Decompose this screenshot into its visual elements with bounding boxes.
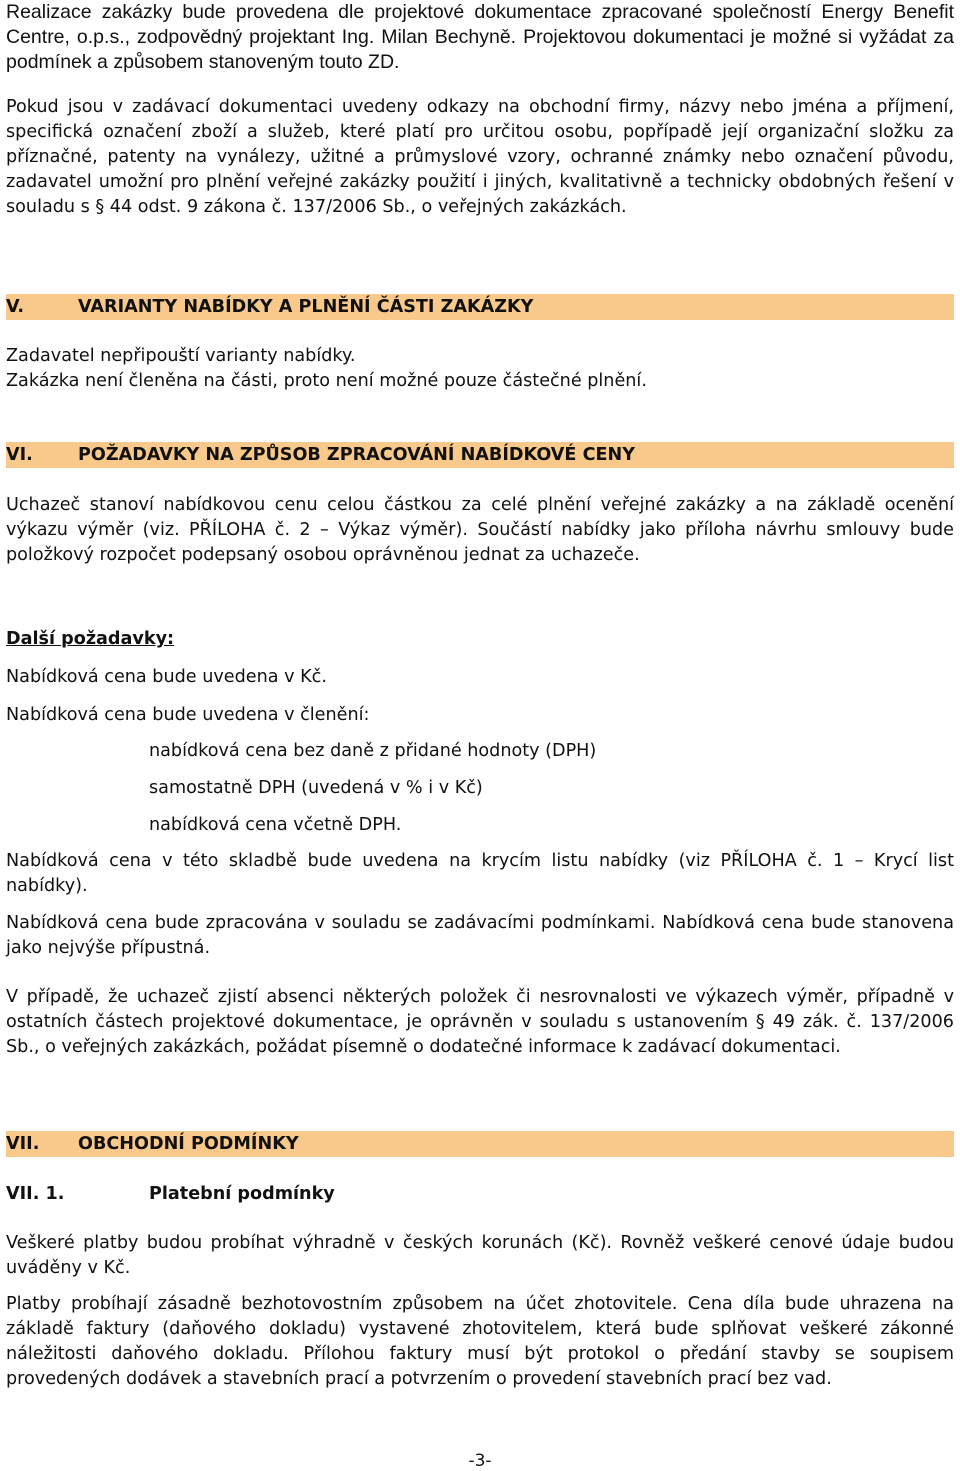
price-item: nabídková cena bez daně z přidané hodnoty (DPH) — [149, 741, 597, 761]
section-6-paragraph-3: Nabídková cena bude zpracována v souladu se zadávacími podmínkami. Nabídková cena bude stanovena jako nejvýše přípustná. — [6, 913, 954, 958]
section-7-paragraph-1: Veškeré platby budou probíhat výhradně v českých korunách (Kč). Rovněž veškeré cenové údaje budou uváděny v Kč. — [6, 1233, 954, 1278]
section-number: VI. — [6, 445, 33, 465]
subsection-title: Platební podmínky — [149, 1184, 335, 1204]
price-item: nabídková cena včetně DPH. — [149, 815, 402, 835]
section-6-paragraph-4: V případě, že uchazeč zjistí absenci některých položek či nesrovnalosti ve výkazech výměr, případně v ostatních částech projektové dokumentace, je oprávněn v souladu s ustanovením § 49 zák. č. 137/2006 Sb., o veřejných zakázkách, požádat písemně o dodatečné informace k zadávací dokumentaci. — [6, 987, 954, 1057]
section-6-heading — [6, 442, 954, 468]
page-number: -3- — [468, 1451, 492, 1471]
price-item: samostatně DPH (uvedená v % i v Kč) — [149, 778, 483, 798]
section-5-body: Zadavatel nepřipouští varianty nabídky. Zakázka není členěna na části, proto není možné pouze částečné plnění. — [6, 346, 647, 391]
price-breakdown-line: Nabídková cena bude uvedena v členění: — [6, 705, 370, 725]
section-6-paragraph-2: Nabídková cena v této skladbě bude uvedena na krycím listu nabídky (viz PŘÍLOHA č. 1 – Krycí list nabídky). — [6, 851, 954, 896]
section-7-paragraph-2: Platby probíhají zásadně bezhotovostním způsobem na účet zhotovitele. Cena díla bude uhrazena na základě faktury (daňového dokladu) vystavené zhotovitelem, která bude splňovat veškeré zákonné náležitosti daňového dokladu. Přílohou faktury musí být protokol o předání stavby se soupisem provedených dodávek a stavebních prací a potvrzením o provedení stavebních prací bez vad. — [6, 1294, 954, 1389]
intro-paragraph-1: Realizace zakázky bude provedena dle projektové dokumentace zpracované společností Energy Benefit Centre, o.p.s., zodpovědný projektant Ing. Milan Bechyně. Projektovou dokumentaci je možné si vyžádat za podmínek a způsobem stanoveným touto ZD. — [6, 1, 954, 73]
section-title: VARIANTY NABÍDKY A PLNĚNÍ ČÁSTI ZAKÁZKY — [78, 297, 534, 317]
section-5-heading — [6, 294, 954, 320]
section-number: V. — [6, 297, 25, 317]
subsection-number: VII. 1. — [6, 1184, 65, 1204]
price-currency-line: Nabídková cena bude uvedena v Kč. — [6, 667, 327, 687]
section-6-paragraph-1: Uchazeč stanoví nabídkovou cenu celou částkou za celé plnění veřejné zakázky a na základě ocenění výkazu výměr (viz. PŘÍLOHA č. 2 – Výkaz výměr). Součástí nabídky jako příloha návrhu smlouvy bude položkový rozpočet podepsaný osobou oprávněnou jednat za uchazeče. — [6, 495, 954, 565]
section-title: OBCHODNÍ PODMÍNKY — [78, 1134, 299, 1154]
section-7-heading — [6, 1131, 954, 1157]
section-title: POŽADAVKY NA ZPŮSOB ZPRACOVÁNÍ NABÍDKOVÉ CENY — [78, 445, 635, 465]
section-number: VII. — [6, 1134, 40, 1154]
intro-paragraph-2: Pokud jsou v zadávací dokumentaci uvedeny odkazy na obchodní firmy, názvy nebo jména a příjmení, specifická označení zboží a služeb, které platí pro určitou osobu, popřípadě její organizační složku za příznačné, patenty na vynálezy, užitné a průmyslové vzory, ochranné známky nebo označení původu, zadavatel umožní pro plnění veřejné zakázky použití i jiných, kvalitativně a technicky obdobných řešení v souladu s § 44 odst. 9 zákona č. 137/2006 Sb., o veřejných zakázkách. — [6, 97, 954, 217]
further-requirements-heading: Další požadavky: — [6, 629, 175, 649]
subsection-7-1-heading — [6, 1181, 954, 1207]
